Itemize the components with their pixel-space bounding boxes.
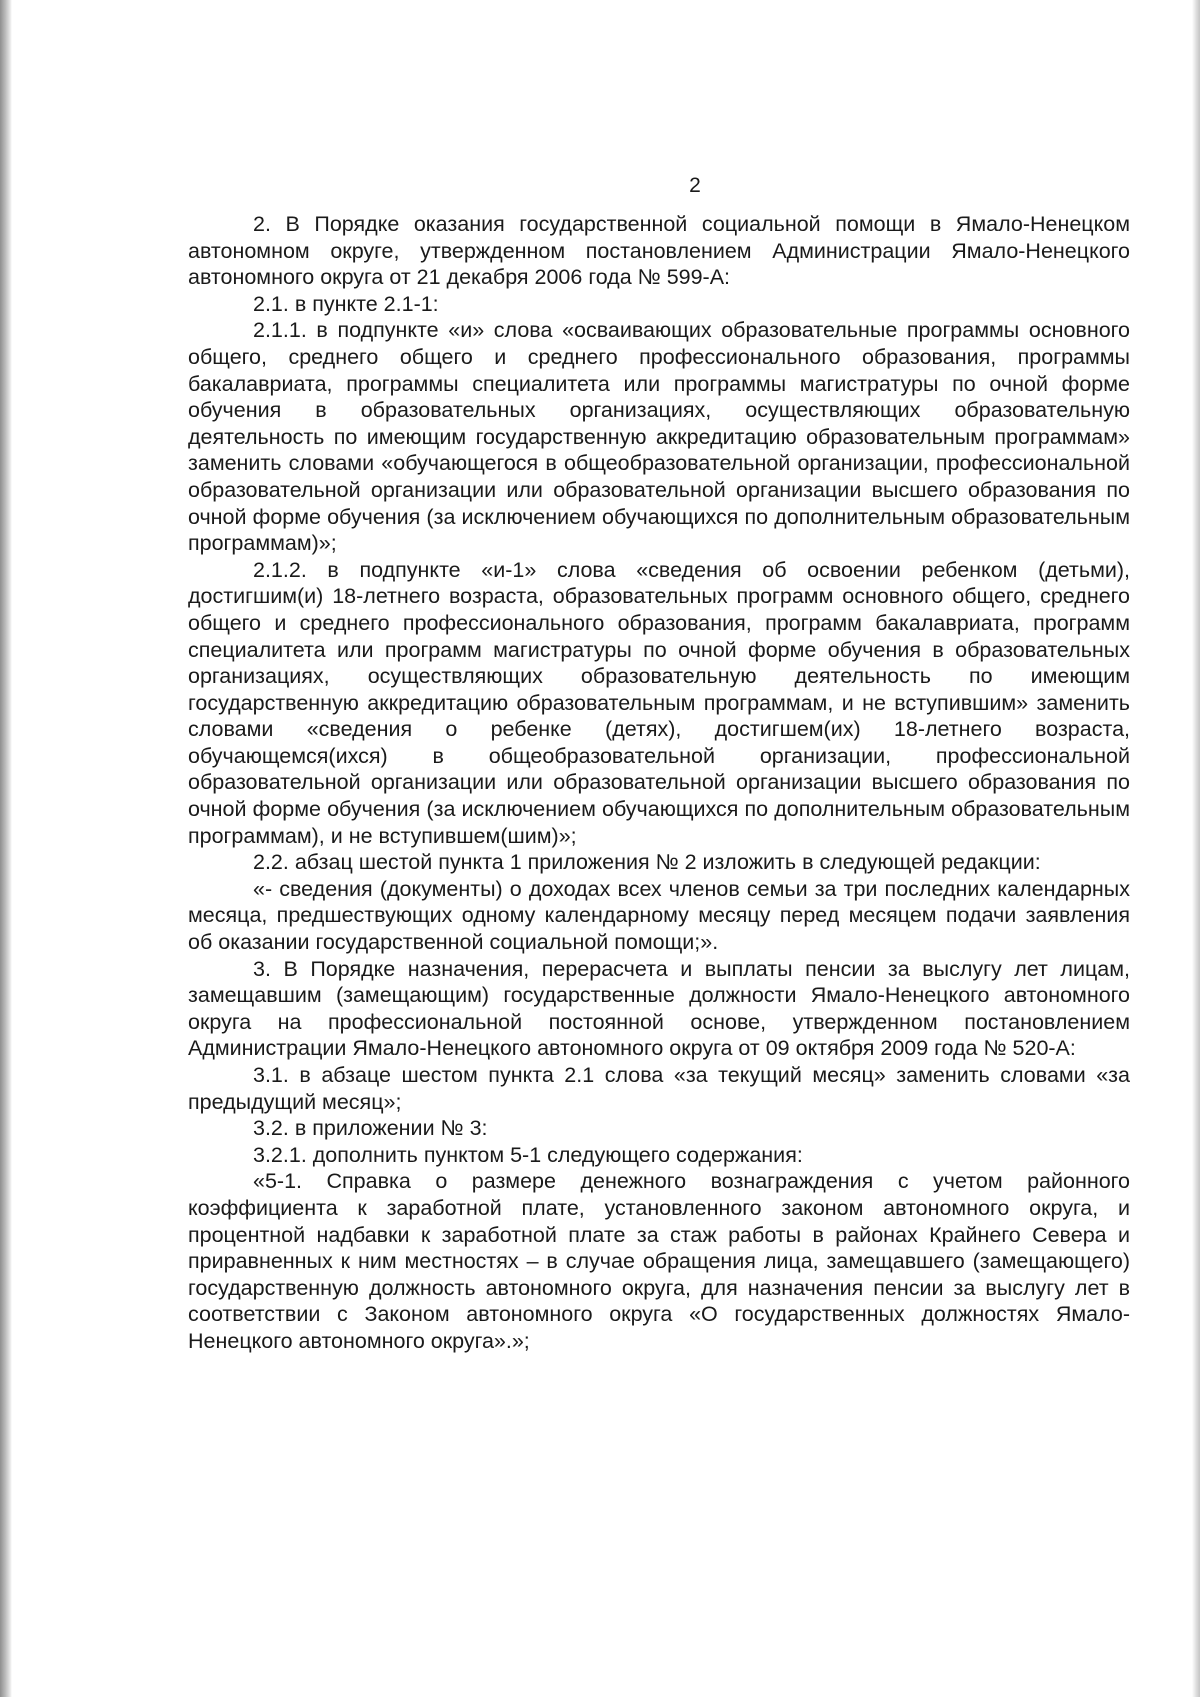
paragraph-2-1-2: 2.1.2. в подпункте «и-1» слова «сведения об освоении ребенком (детьми), достигшим(и) 18-летнего возраста, образовательных программ основного общего, среднего общего и среднего профессионального образования, программ бакалавриата, программ специалитета или программ магистратуры по очной форме обучения в образовательных организациях, осуществляющих образовательную деятельность по имеющим государственную аккредитацию образовательным программам, и не вступившим» заменить словами «сведения о ребенке (детях), достигшем(их) 18-летнего возраста, обучающемся(ихся) в общеобразовательной организации, профессиональной образовательной организации или образовательной организации высшего образования по очной форме обучения (за исключением обучающихся по дополнительным образовательным программам), и не вступившем(шим)»; bbox=[188, 557, 1130, 848]
paragraph-2-1: 2.1. в пункте 2.1-1: bbox=[253, 291, 439, 316]
paragraph-3-1: 3.1. в абзаце шестом пункта 2.1 слова «за текущий месяц» заменить словами «за предыдущий месяц»; bbox=[188, 1063, 1130, 1114]
scan-right-edge bbox=[1192, 0, 1200, 1697]
paragraph-2-2-quote: «- сведения (документы) о доходах всех членов семьи за три последних календарных месяца, предшествующих одному календарному месяцу перед месяцем подачи заявления об оказании государственной социальной помощи;». bbox=[188, 876, 1130, 955]
page-number: 2 bbox=[689, 174, 701, 197]
document-body bbox=[188, 211, 1130, 1355]
scan-left-edge bbox=[0, 0, 12, 1697]
paragraph-3-2-1: 3.2.1. дополнить пунктом 5-1 следующего содержания: bbox=[253, 1142, 803, 1167]
paragraph-2: 2. В Порядке оказания государственной социальной помощи в Ямало-Ненецком автономном округе, утвержденном постановлением Администрации Ямало-Ненецкого автономного округа от 21 декабря 2006 года № 599-А: bbox=[188, 212, 1130, 290]
paragraph-5-1-quote: «5-1. Справка о размере денежного вознаграждения с учетом районного коэффициента к заработной плате, установленного законом автономного округа, и процентной надбавки к заработной плате за стаж работы в районах Крайнего Севера и приравненных к ним местностях – в случае обращения лица, замещавшего (замещающего) государственную должность автономного округа, для назначения пенсии за выслугу лет в соответствии с Законом автономного округа «О государственных должностях Ямало-Ненецкого автономного округа».»; bbox=[188, 1169, 1130, 1353]
paragraph-2-1-1: 2.1.1. в подпункте «и» слова «осваивающих образовательные программы основного общего, среднего общего и среднего профессионального образования, программы бакалавриата, программы специалитета или программы магистратуры по очной форме обучения в образовательных организациях, осуществляющих образовательную деятельность по имеющим государственную аккредитацию образовательным программам» заменить словами «обучающегося в общеобразовательной организации, профессиональной образовательной организации или образовательной организации высшего образования по очной форме обучения (за исключением обучающихся по дополнительным образовательным программам)»; bbox=[188, 318, 1130, 556]
paragraph-3-2: 3.2. в приложении № 3: bbox=[253, 1116, 488, 1141]
paragraph-3: 3. В Порядке назначения, перерасчета и выплаты пенсии за выслугу лет лицам, замещавшим (замещающим) государственные должности Ямало-Ненецкого автономного округа на профессиональной постоянной основе, утвержденном постановлением Администрации Ямало-Ненецкого автономного округа от 09 октября 2009 года № 520-А: bbox=[188, 956, 1130, 1061]
paragraph-2-2: 2.2. абзац шестой пункта 1 приложения № 2 изложить в следующей редакции: bbox=[253, 850, 1041, 875]
